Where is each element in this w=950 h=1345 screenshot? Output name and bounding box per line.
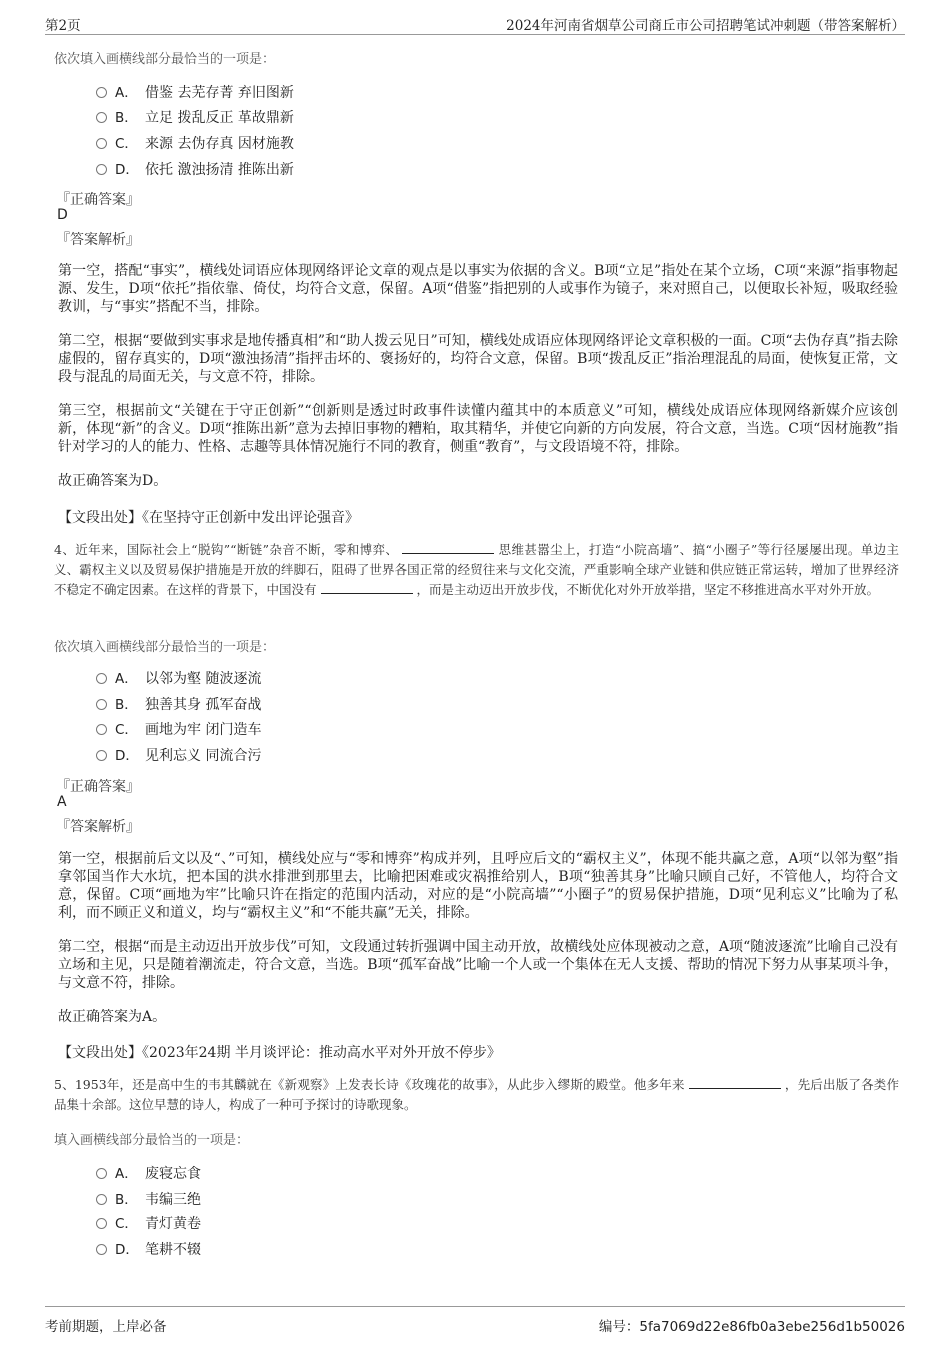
q4-answer-label: 『正确答案』 bbox=[56, 779, 140, 795]
q3-option-b[interactable]: B． 立足 拨乱反正 革故鼎新 bbox=[96, 108, 294, 128]
radio-icon[interactable] bbox=[96, 138, 107, 149]
footer-slogan: 考前期题，上岸必备 bbox=[45, 1319, 167, 1335]
radio-icon[interactable] bbox=[96, 673, 107, 684]
q3-analysis-p3: 第三空，根据前文“关键在于守正创新”“创新则是透过时政事件读懂内蕴其中的本质意义”可知，横线处成语应体现网络新媒介应该创新，体现“新”的含义。D项“推陈出新”意为去掉旧事物的糟粕，取其精华，并使它向新的方向发展，符合文意，当选。C项“因材施教”指针对学习的人的能力、性格、志趣等具体情况施行不同的教育，侧重“教育”，与文段语境不符，排除。 bbox=[58, 403, 898, 455]
q4-stem: 4、近年来，国际社会上“脱钩”“断链”杂音不断，零和博弈、 思维甚嚣尘上，打造“小院高墙”、搞“小圈子”等行径屡屡出现。单边主义、霸权主义以及贸易保护措施是开放的绊脚石，阻碍了世界各国正常的经贸往来与文化交流，严重影响全球产业链和供应链正常运转，增加了世界经济不稳定不确定因素。在这样的背景下，中国没有 ，而是主动迈出开放步伐，不断优化对外开放举措，坚定不移推进高水平对外开放。 bbox=[54, 542, 899, 597]
q3-analysis-label: 『答案解析』 bbox=[56, 232, 140, 248]
q5-option-c[interactable]: C． 青灯黄卷 bbox=[96, 1214, 201, 1234]
document-title: 2024年河南省烟草公司商丘市公司招聘笔试冲刺题（带答案解析） bbox=[506, 18, 905, 34]
q4-option-a[interactable]: A． 以邻为壑 随波逐流 bbox=[96, 669, 261, 689]
q4-analysis-label: 『答案解析』 bbox=[56, 819, 140, 835]
q3-prompt: 依次填入画横线部分最恰当的一项是： bbox=[54, 52, 276, 67]
radio-icon[interactable] bbox=[96, 1194, 107, 1205]
q3-analysis-p1: 第一空，搭配“事实”，横线处词语应体现网络评论文章的观点是以事实为依据的含义。B项“立足”指处在某个立场，C项“来源”指事物起源、发生，D项“依托”指依靠、倚仗，均符合文意，保留。A项“借鉴”指把别的人或事作为镜子，来对照自己，以便取长补短，吸取经验教训，与“事实”搭配不当，排除。 bbox=[58, 263, 898, 315]
radio-icon[interactable] bbox=[96, 699, 107, 710]
q5-option-b[interactable]: B． 韦编三绝 bbox=[96, 1190, 201, 1210]
q5-option-a[interactable]: A． 废寝忘食 bbox=[96, 1164, 201, 1184]
radio-icon[interactable] bbox=[96, 1218, 107, 1229]
q5-blank bbox=[689, 1076, 781, 1089]
q4-blank-1 bbox=[402, 541, 494, 554]
radio-icon[interactable] bbox=[96, 750, 107, 761]
q3-answer: D bbox=[57, 207, 68, 223]
q4-blank-2 bbox=[321, 581, 413, 594]
q3-option-a[interactable]: A． 借鉴 去芜存菁 弃旧图新 bbox=[96, 83, 294, 103]
radio-icon[interactable] bbox=[96, 164, 107, 175]
radio-icon[interactable] bbox=[96, 724, 107, 735]
radio-icon[interactable] bbox=[96, 1244, 107, 1255]
q4-option-d[interactable]: D． 见利忘义 同流合污 bbox=[96, 746, 261, 766]
q3-option-c[interactable]: C． 来源 去伪存真 因材施教 bbox=[96, 134, 294, 154]
q4-prompt: 依次填入画横线部分最恰当的一项是： bbox=[54, 640, 276, 655]
q5-stem: 5、1953年，还是高中生的韦其麟就在《新观察》上发表长诗《玫瑰花的故事》，从此步入缪斯的殿堂。他多年来 ，先后出版了各类作品集十余部。这位早慧的诗人，构成了一种可予探讨的诗歌现象。 bbox=[54, 1077, 899, 1112]
page-number: 第2页 bbox=[45, 18, 81, 34]
document-code: 编号：5fa7069d22e86fb0a3ebe256d1b50026 bbox=[598, 1319, 905, 1335]
radio-icon[interactable] bbox=[96, 112, 107, 123]
q4-analysis-p1: 第一空，根据前后文以及“、”可知，横线处应与“零和博弈”构成并列，且呼应后文的“霸权主义”，体现不能共赢之意，A项“以邻为壑”指拿邻国当作大水坑，把本国的洪水排泄到那里去，比喻把困难或灾祸推给别人，B项“独善其身”比喻只顾自己好，不管他人，均符合文意，保留。C项“画地为牢”比喻只许在指定的范围内活动，对应的是“小院高墙”“小圈子”的贸易保护措施，D项“见利忘义”比喻为了私利，而不顾正义和道义，均与“霸权主义”和“不能共赢”无关，排除。 bbox=[58, 851, 898, 921]
q4-analysis-p2: 第二空，根据“而是主动迈出开放步伐”可知，文段通过转折强调中国主动开放，故横线处应体现被动之意，A项“随波逐流”比喻自己没有立场和主见，只是随着潮流走，符合文意，当选。B项“孤军奋战”比喻一个人或一个集体在无人支援、帮助的情况下努力从事某项斗争，与文意不符，排除。 bbox=[58, 939, 898, 991]
radio-icon[interactable] bbox=[96, 87, 107, 98]
q3-answer-label: 『正确答案』 bbox=[56, 192, 140, 208]
q3-source: 【文段出处】《在坚持守正创新中发出评论强音》 bbox=[58, 510, 359, 526]
page-footer bbox=[45, 1306, 905, 1339]
q4-answer: A bbox=[57, 794, 67, 810]
q5-option-d[interactable]: D． 笔耕不辍 bbox=[96, 1240, 201, 1260]
q4-conclusion: 故正确答案为A。 bbox=[58, 1009, 167, 1025]
page-header bbox=[45, 12, 905, 35]
q4-source: 【文段出处】《2023年24期 半月谈评论：推动高水平对外开放不停步》 bbox=[58, 1045, 501, 1061]
q4-option-b[interactable]: B． 独善其身 孤军奋战 bbox=[96, 695, 261, 715]
q4-option-c[interactable]: C． 画地为牢 闭门造车 bbox=[96, 720, 261, 740]
radio-icon[interactable] bbox=[96, 1168, 107, 1179]
q3-analysis-p2: 第二空，根据“要做到实事求是地传播真相”和“助人拨云见日”可知，横线处成语应体现网络评论文章积极的一面。C项“去伪存真”指去除虚假的，留存真实的，D项“激浊扬清”指抨击坏的、褒扬好的，均符合文意，保留。B项“拨乱反正”指治理混乱的局面，使恢复正常，文段与混乱的局面无关，与文意不符，排除。 bbox=[58, 333, 898, 385]
q3-conclusion: 故正确答案为D。 bbox=[58, 473, 168, 489]
q5-prompt: 填入画横线部分最恰当的一项是： bbox=[54, 1133, 250, 1148]
q3-option-d[interactable]: D． 依托 激浊扬清 推陈出新 bbox=[96, 160, 294, 180]
